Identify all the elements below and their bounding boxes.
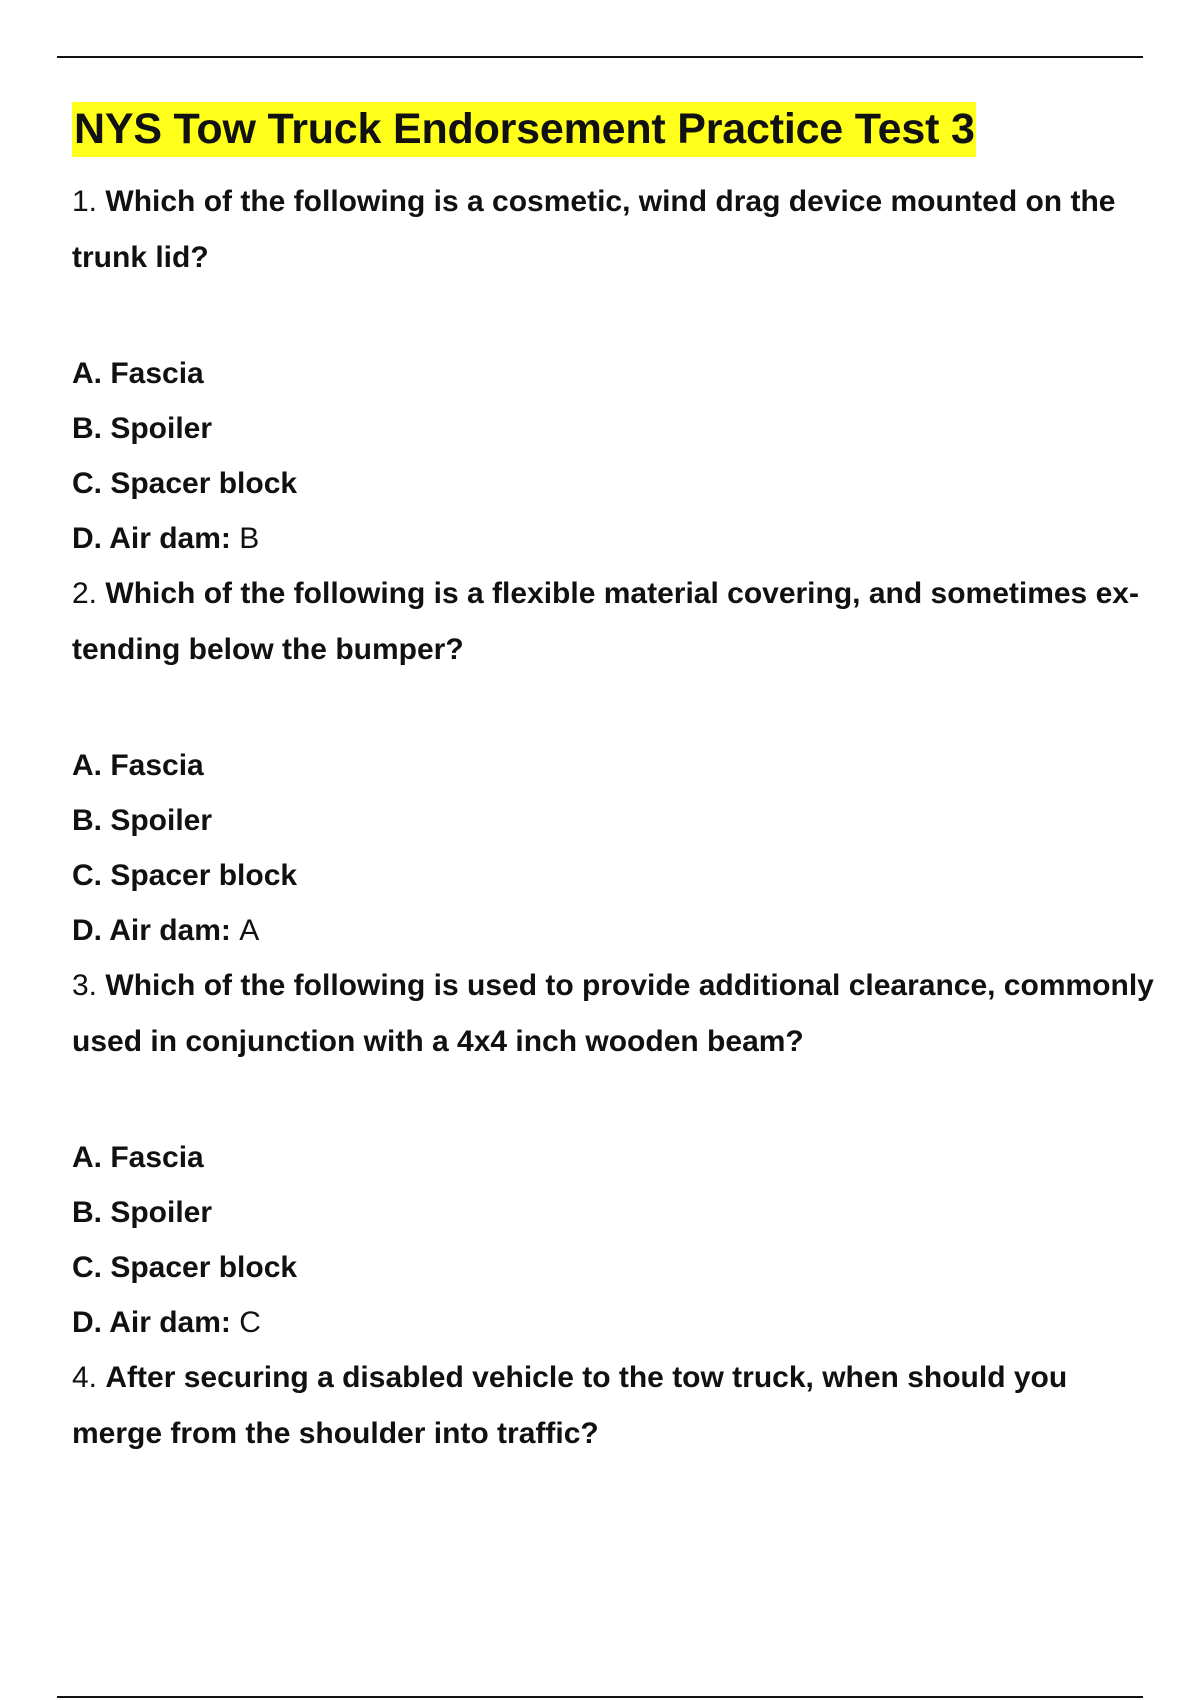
answer-key: A	[239, 914, 260, 947]
option-a: A. Fascia	[72, 749, 204, 782]
option-b: B. Spoiler	[72, 412, 213, 445]
question-text	[72, 1350, 1162, 1462]
question-3	[72, 958, 1162, 1350]
spacer	[72, 286, 1162, 346]
question-body: Which of the following is used to provide additional clearance, commonly used in conjunction with a 4x4 inch wooden beam?	[72, 969, 1154, 1058]
question-2	[72, 566, 1162, 958]
question-body: After securing a disabled vehicle to the tow truck, when should you merge from the shoulder into traffic?	[72, 1361, 1068, 1450]
option-a: A. Fascia	[72, 357, 204, 390]
page-title: NYS Tow Truck Endorsement Practice Test 3	[72, 102, 976, 157]
question-body: Which of the following is a flexible material covering, and sometimes ex- tending below the bumper?	[72, 577, 1139, 666]
spacer	[72, 1070, 1162, 1130]
option-b: B. Spoiler	[72, 804, 213, 837]
top-divider	[57, 56, 1143, 58]
question-number: 2.	[72, 577, 98, 610]
option-d-label: D. Air dam:	[72, 914, 231, 947]
question-number: 4.	[72, 1361, 98, 1394]
document-body	[72, 102, 1162, 1462]
option-b: B. Spoiler	[72, 1196, 213, 1229]
question-1	[72, 174, 1162, 566]
question-body: Which of the following is a cosmetic, wind drag device mounted on the trunk lid?	[72, 185, 1116, 274]
question-4	[72, 1350, 1162, 1462]
question-text	[72, 174, 1162, 286]
option-d	[72, 1295, 1162, 1350]
option-c: C. Spacer block	[72, 467, 298, 500]
question-number: 1.	[72, 185, 98, 218]
option-c: C. Spacer block	[72, 859, 298, 892]
option-d-label: D. Air dam:	[72, 522, 231, 555]
answer-key: B	[239, 522, 260, 555]
option-d	[72, 511, 1162, 566]
bottom-divider	[57, 1696, 1143, 1698]
option-c: C. Spacer block	[72, 1251, 298, 1284]
option-a: A. Fascia	[72, 1141, 204, 1174]
answer-key: C	[239, 1306, 261, 1339]
question-number: 3.	[72, 969, 98, 1002]
option-d	[72, 903, 1162, 958]
question-text	[72, 566, 1162, 678]
spacer	[72, 678, 1162, 738]
option-d-label: D. Air dam:	[72, 1306, 231, 1339]
question-text	[72, 958, 1162, 1070]
